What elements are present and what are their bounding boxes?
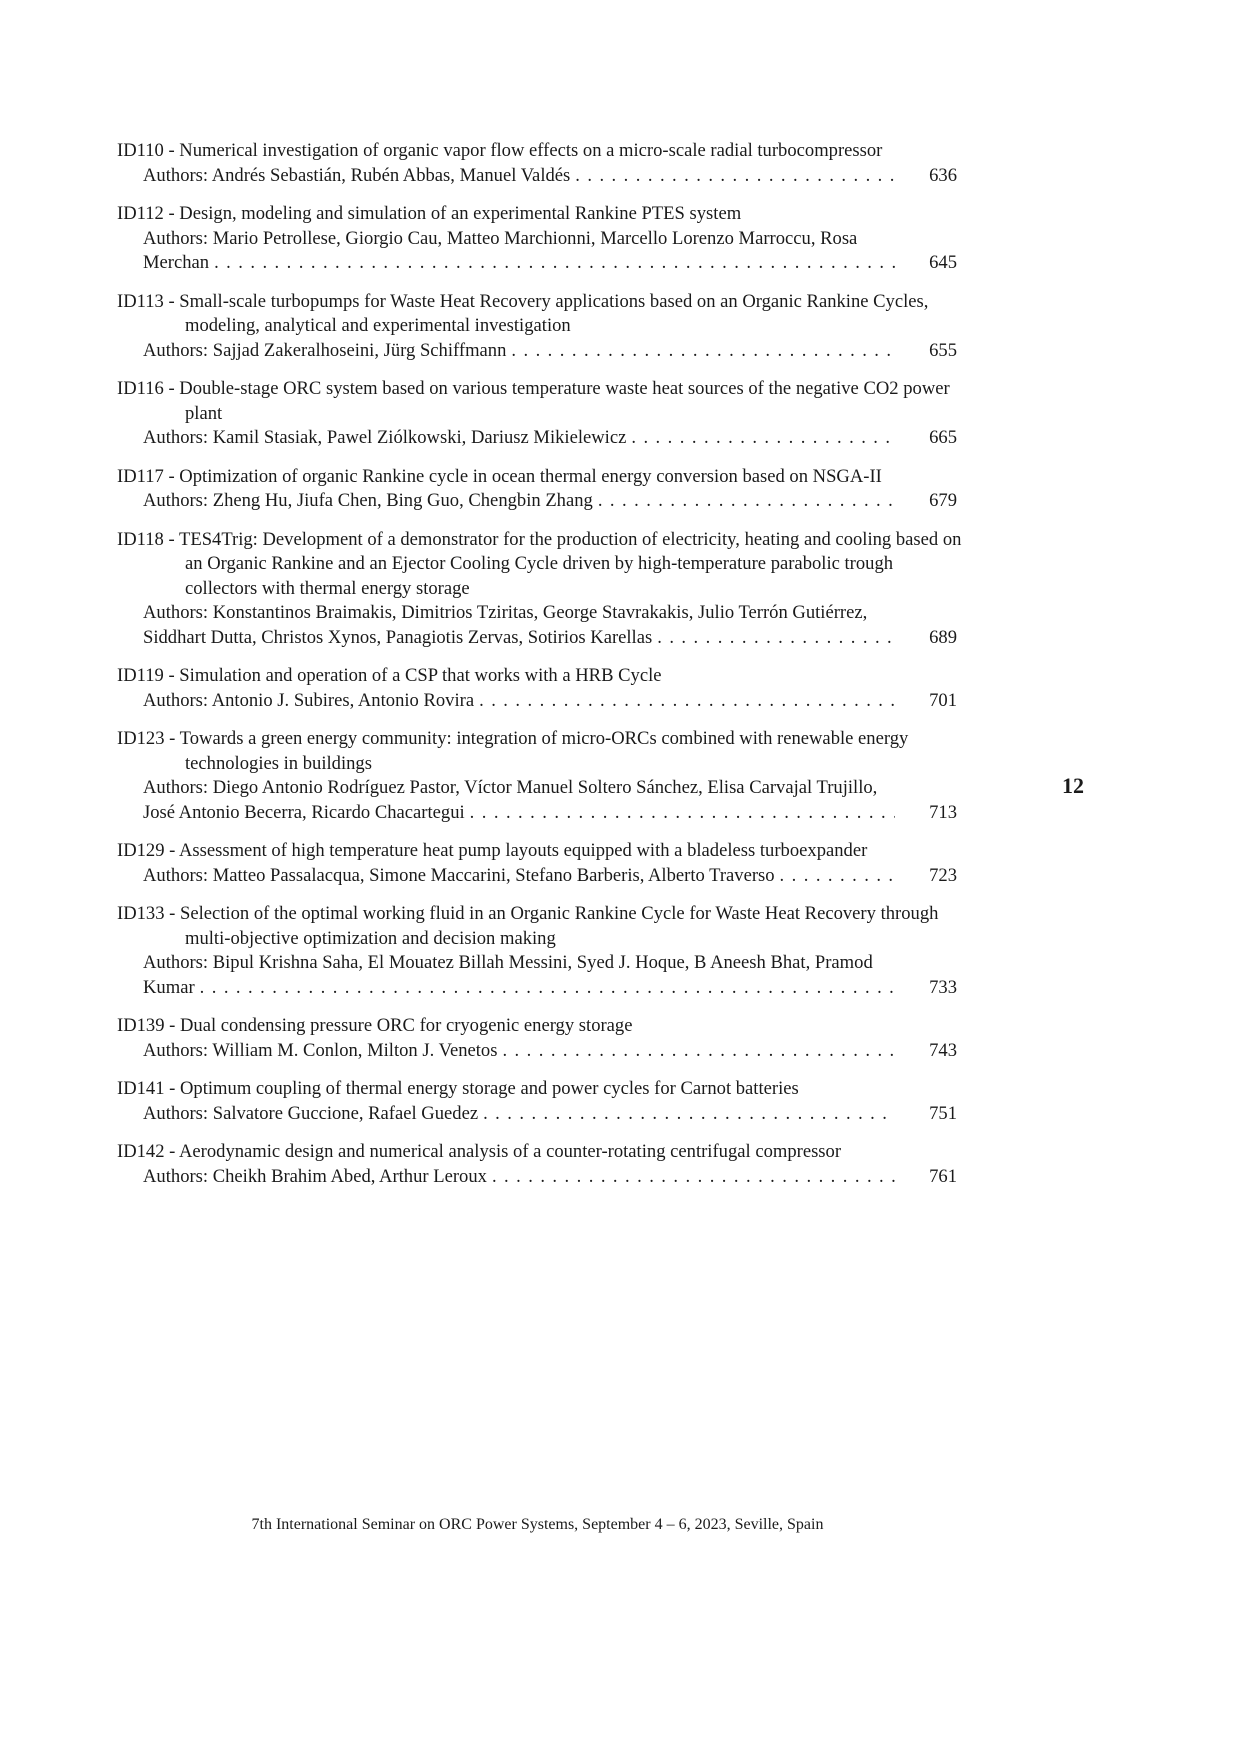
authors-text: Authors: Salvatore Guccione, Rafael Guedez . . . — [143, 1103, 478, 1124]
entry-authors — [143, 1102, 895, 1127]
authors-text: Authors: Mario Petrollese, Giorgio Cau, Matteo Marchionni, Marcello Lorenzo Marroccu, Rosa Merchan . . . — [143, 228, 857, 274]
authors-text: Authors: Diego Antonio Rodríguez Pastor, Víctor Manuel Soltero Sánchez, Elisa Carvajal Trujillo, José Antonio Becerra, Ricardo Chacartegui . . . — [143, 777, 877, 823]
side-page-number: 12 — [1062, 773, 1084, 798]
entry-page-number: 701 — [929, 689, 957, 711]
entry-title: ID118 - TES4Trig: Development of a demonstrator for the production of electricity, heating and cooling based on an Organic Rankine and an Ejector Cooling Cycle driven by high-temperature parabolic trough collectors with thermal energy storage — [117, 528, 962, 599]
authors-text: Authors: Cheikh Brahim Abed, Arthur Leroux . . . — [143, 1166, 487, 1187]
entry-title: ID129 - Assessment of high temperature heat pump layouts equipped with a bladeless turboexpander — [117, 840, 868, 861]
toc-entry[interactable] — [117, 377, 957, 451]
entry-authors — [143, 227, 895, 276]
authors-text: Authors: Bipul Krishna Saha, El Mouatez Billah Messini, Syed J. Hoque, B Aneesh Bhat, Pramod Kumar . . . — [143, 952, 873, 998]
entry-title: ID141 - Optimum coupling of thermal energy storage and power cycles for Carnot batteries — [117, 1078, 799, 1099]
authors-text: Authors: Zheng Hu, Jiufa Chen, Bing Guo, Chengbin Zhang . . . — [143, 490, 593, 511]
entry-page-number: 655 — [929, 339, 957, 361]
toc-entry[interactable] — [117, 664, 957, 713]
toc-entry[interactable] — [117, 902, 957, 1000]
entry-authors — [143, 426, 895, 451]
toc-entry[interactable] — [117, 528, 962, 651]
entry-title: ID112 - Design, modeling and simulation of an experimental Rankine PTES system — [117, 203, 742, 224]
authors-text: Authors: Matteo Passalacqua, Simone Maccarini, Stefano Barberis, Alberto Traverso . . . — [143, 865, 775, 886]
toc-entry[interactable] — [117, 727, 957, 825]
toc-entry[interactable] — [117, 202, 957, 276]
entry-title: ID142 - Aerodynamic design and numerical analysis of a counter-rotating centrifugal compressor — [117, 1141, 842, 1162]
entry-title: ID123 - Towards a green energy community: integration of micro-ORCs combined with renewable energy technologies in buildings — [117, 728, 909, 774]
entry-page-number: 645 — [929, 252, 957, 273]
entry-authors — [143, 1165, 895, 1190]
entry-page-number: 636 — [929, 164, 957, 186]
entry-page-number: 679 — [929, 490, 957, 511]
entry-authors — [143, 864, 895, 889]
entry-page-number: 713 — [929, 801, 957, 823]
entry-page-number: 743 — [929, 1039, 957, 1061]
entry-authors — [143, 776, 895, 825]
entry-authors — [143, 1039, 895, 1064]
entry-page-number: 665 — [929, 427, 957, 448]
entry-title: ID119 - Simulation and operation of a CSP that works with a HRB Cycle — [117, 665, 662, 686]
toc-entry[interactable] — [117, 1140, 957, 1189]
entry-page-number: 723 — [929, 864, 957, 886]
toc-entry[interactable] — [117, 1077, 957, 1126]
entry-page-number: 761 — [929, 1165, 957, 1187]
toc-entry[interactable] — [117, 1014, 957, 1063]
entry-authors — [143, 489, 895, 514]
authors-text: Authors: Andrés Sebastián, Rubén Abbas, Manuel Valdés . . . — [143, 165, 570, 186]
authors-text: Authors: Kamil Stasiak, Pawel Ziólkowski, Dariusz Mikielewicz . . . — [143, 427, 626, 448]
entry-authors — [143, 951, 895, 1000]
entry-page-number: 733 — [929, 976, 957, 998]
entry-authors — [143, 339, 895, 364]
entry-title: ID139 - Dual condensing pressure ORC for cryogenic energy storage — [117, 1015, 633, 1036]
authors-text: Authors: William M. Conlon, Milton J. Venetos . . . — [143, 1040, 497, 1061]
entry-authors — [143, 164, 895, 189]
table-of-contents — [117, 139, 962, 1203]
authors-text: Authors: Sajjad Zakeralhoseini, Jürg Schiffmann . . . — [143, 340, 506, 361]
entry-title: ID110 - Numerical investigation of organic vapor flow effects on a micro-scale radial turbocompressor — [117, 140, 883, 161]
page-footer: 7th International Seminar on ORC Power Systems, September 4 – 6, 2023, Seville, Spain — [251, 1516, 824, 1533]
entry-authors — [143, 601, 895, 650]
toc-entry[interactable] — [117, 465, 957, 514]
entry-title: ID116 - Double-stage ORC system based on various temperature waste heat sources of the negative CO2 power plant — [117, 378, 950, 424]
toc-entry[interactable] — [117, 290, 957, 364]
authors-text: Authors: Antonio J. Subires, Antonio Rovira . . . — [143, 690, 474, 711]
authors-text: Authors: Konstantinos Braimakis, Dimitrios Tziritas, George Stavrakakis, Julio Terrón Gutiérrez, Siddhart Dutta, Christos Xynos, Panagiotis Zervas, Sotirios Karellas . . . — [143, 602, 867, 648]
toc-entry[interactable] — [117, 139, 957, 188]
entry-page-number: 751 — [929, 1102, 957, 1124]
entry-authors — [143, 689, 895, 714]
entry-page-number: 689 — [929, 626, 957, 648]
entry-title: ID113 - Small-scale turbopumps for Waste Heat Recovery applications based on an Organic Rankine Cycles, modeling, analytical and experimental investigation — [117, 290, 929, 336]
toc-entry[interactable] — [117, 839, 957, 888]
entry-title: ID117 - Optimization of organic Rankine cycle in ocean thermal energy conversion based on NSGA-II — [117, 465, 882, 487]
entry-title: ID133 - Selection of the optimal working fluid in an Organic Rankine Cycle for Waste Heat Recovery through multi-objective optimization and decision making — [117, 903, 939, 949]
